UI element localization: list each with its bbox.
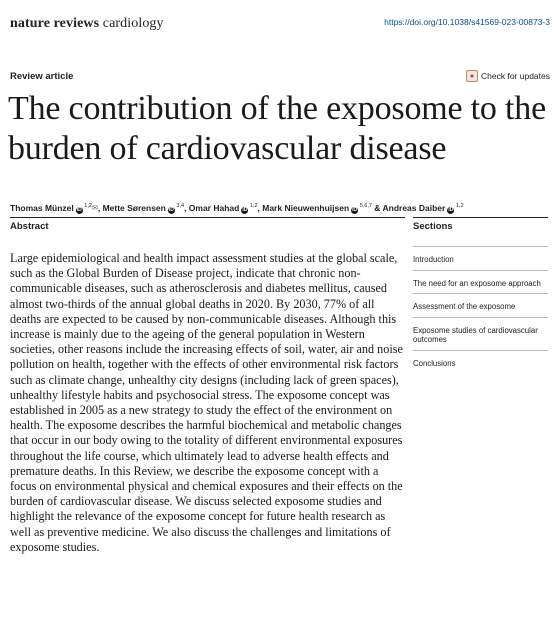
abstract-text: Large epidemiological and health impact assessment studies at the global scale, such as the Global Burden of Disease project, indicate that chronic non-communicable diseases, such as atherosclerosis and diabetes mellitus, caused almost two-thirds of the annual global deaths in 2020. By 2030, 77% of all deaths are expected to be caused by non-communicable diseases. Although this increase is mainly due to the ageing of the general population in Western societies, other reasons include the increasing effects of soil, water, air and noise pollution on health, together with the effects of other environmental risk factors such as climate change, unhealthy city designs (including lack of green spaces), unhealthy lifestyle habits and psychosocial stress. The exposome concept was established in 2005 as a new strategy to study the effect of the environment on health. The exposome describes the harmful biochemical and metabolic changes that occur in our body owing to the totality of different environmental exposures throughout the life course, which ultimately lead to adverse health effects and premature deaths. In this Review, we describe the exposome concept with a focus on environmental physical and chemical exposures and their effects on the burden of cardiovascular disease. We discuss selected exposome studies and highlight the relevance of the exposome concept for future health research as well as preventive medicine. We also discuss the challenges and limitations of exposome studies. [10,251,403,554]
author-name-text: Mette Sørensen [102,203,166,213]
article-title: The contribution of the exposome to the burden of cardiovascular disease [8,90,546,167]
check-for-updates-label: Check for updates [481,71,550,81]
orcid-icon[interactable]: iD [168,207,174,213]
orcid-icon[interactable]: iD [76,207,82,213]
author-separator: , [184,203,189,213]
sections-list [413,246,548,373]
orcid-icon[interactable]: iD [242,207,248,213]
author-name-text: Omar Hahad [188,203,240,213]
author-name-text: Andreas Daiber [382,203,446,213]
section-link[interactable]: Exposome studies of cardiovascular outcomes [413,317,548,350]
author-affiliation: 1,2 [248,203,258,210]
author-name[interactable] [103,203,184,213]
mail-icon[interactable]: ✉ [91,205,98,212]
author-affiliation: 1,2 [454,203,464,210]
section-link[interactable]: Introduction [413,246,548,270]
orcid-icon[interactable]: iD [352,207,358,213]
author-name[interactable] [262,203,372,213]
author-separator: , [97,203,103,213]
journal-brand-rest: cardiology [99,16,164,31]
author-name[interactable] [189,203,258,213]
sections-heading: Sections [413,221,453,232]
journal-name [10,16,164,32]
author-name[interactable] [382,203,463,213]
sections-rule [413,217,548,218]
author-separator: & [371,203,383,213]
author-name[interactable] [10,203,98,213]
author-affiliation: 5,6,7 [358,203,372,210]
author-list [10,203,550,214]
section-link[interactable]: The need for an exposome approach [413,270,548,294]
abstract-rule [10,217,405,218]
author-name-text: Thomas Münzel [10,203,74,213]
abstract-heading: Abstract [10,221,49,232]
article-type: Review article [10,71,74,82]
section-link[interactable]: Conclusions [413,350,548,374]
doi-link[interactable]: https://doi.org/10.1038/s41569-023-00873-3 [384,17,550,27]
author-affiliation: 1,2 [82,203,92,210]
section-link[interactable]: Assessment of the exposome [413,293,548,317]
journal-brand-bold: nature reviews [10,16,100,31]
author-affiliation: 3,4 [174,203,185,210]
author-name-text: Mark Nieuwenhuijsen [262,203,350,213]
author-separator: , [257,203,263,213]
check-for-updates-icon: ● [466,70,478,82]
check-for-updates-button[interactable] [466,70,550,82]
orcid-icon[interactable]: iD [448,207,454,213]
